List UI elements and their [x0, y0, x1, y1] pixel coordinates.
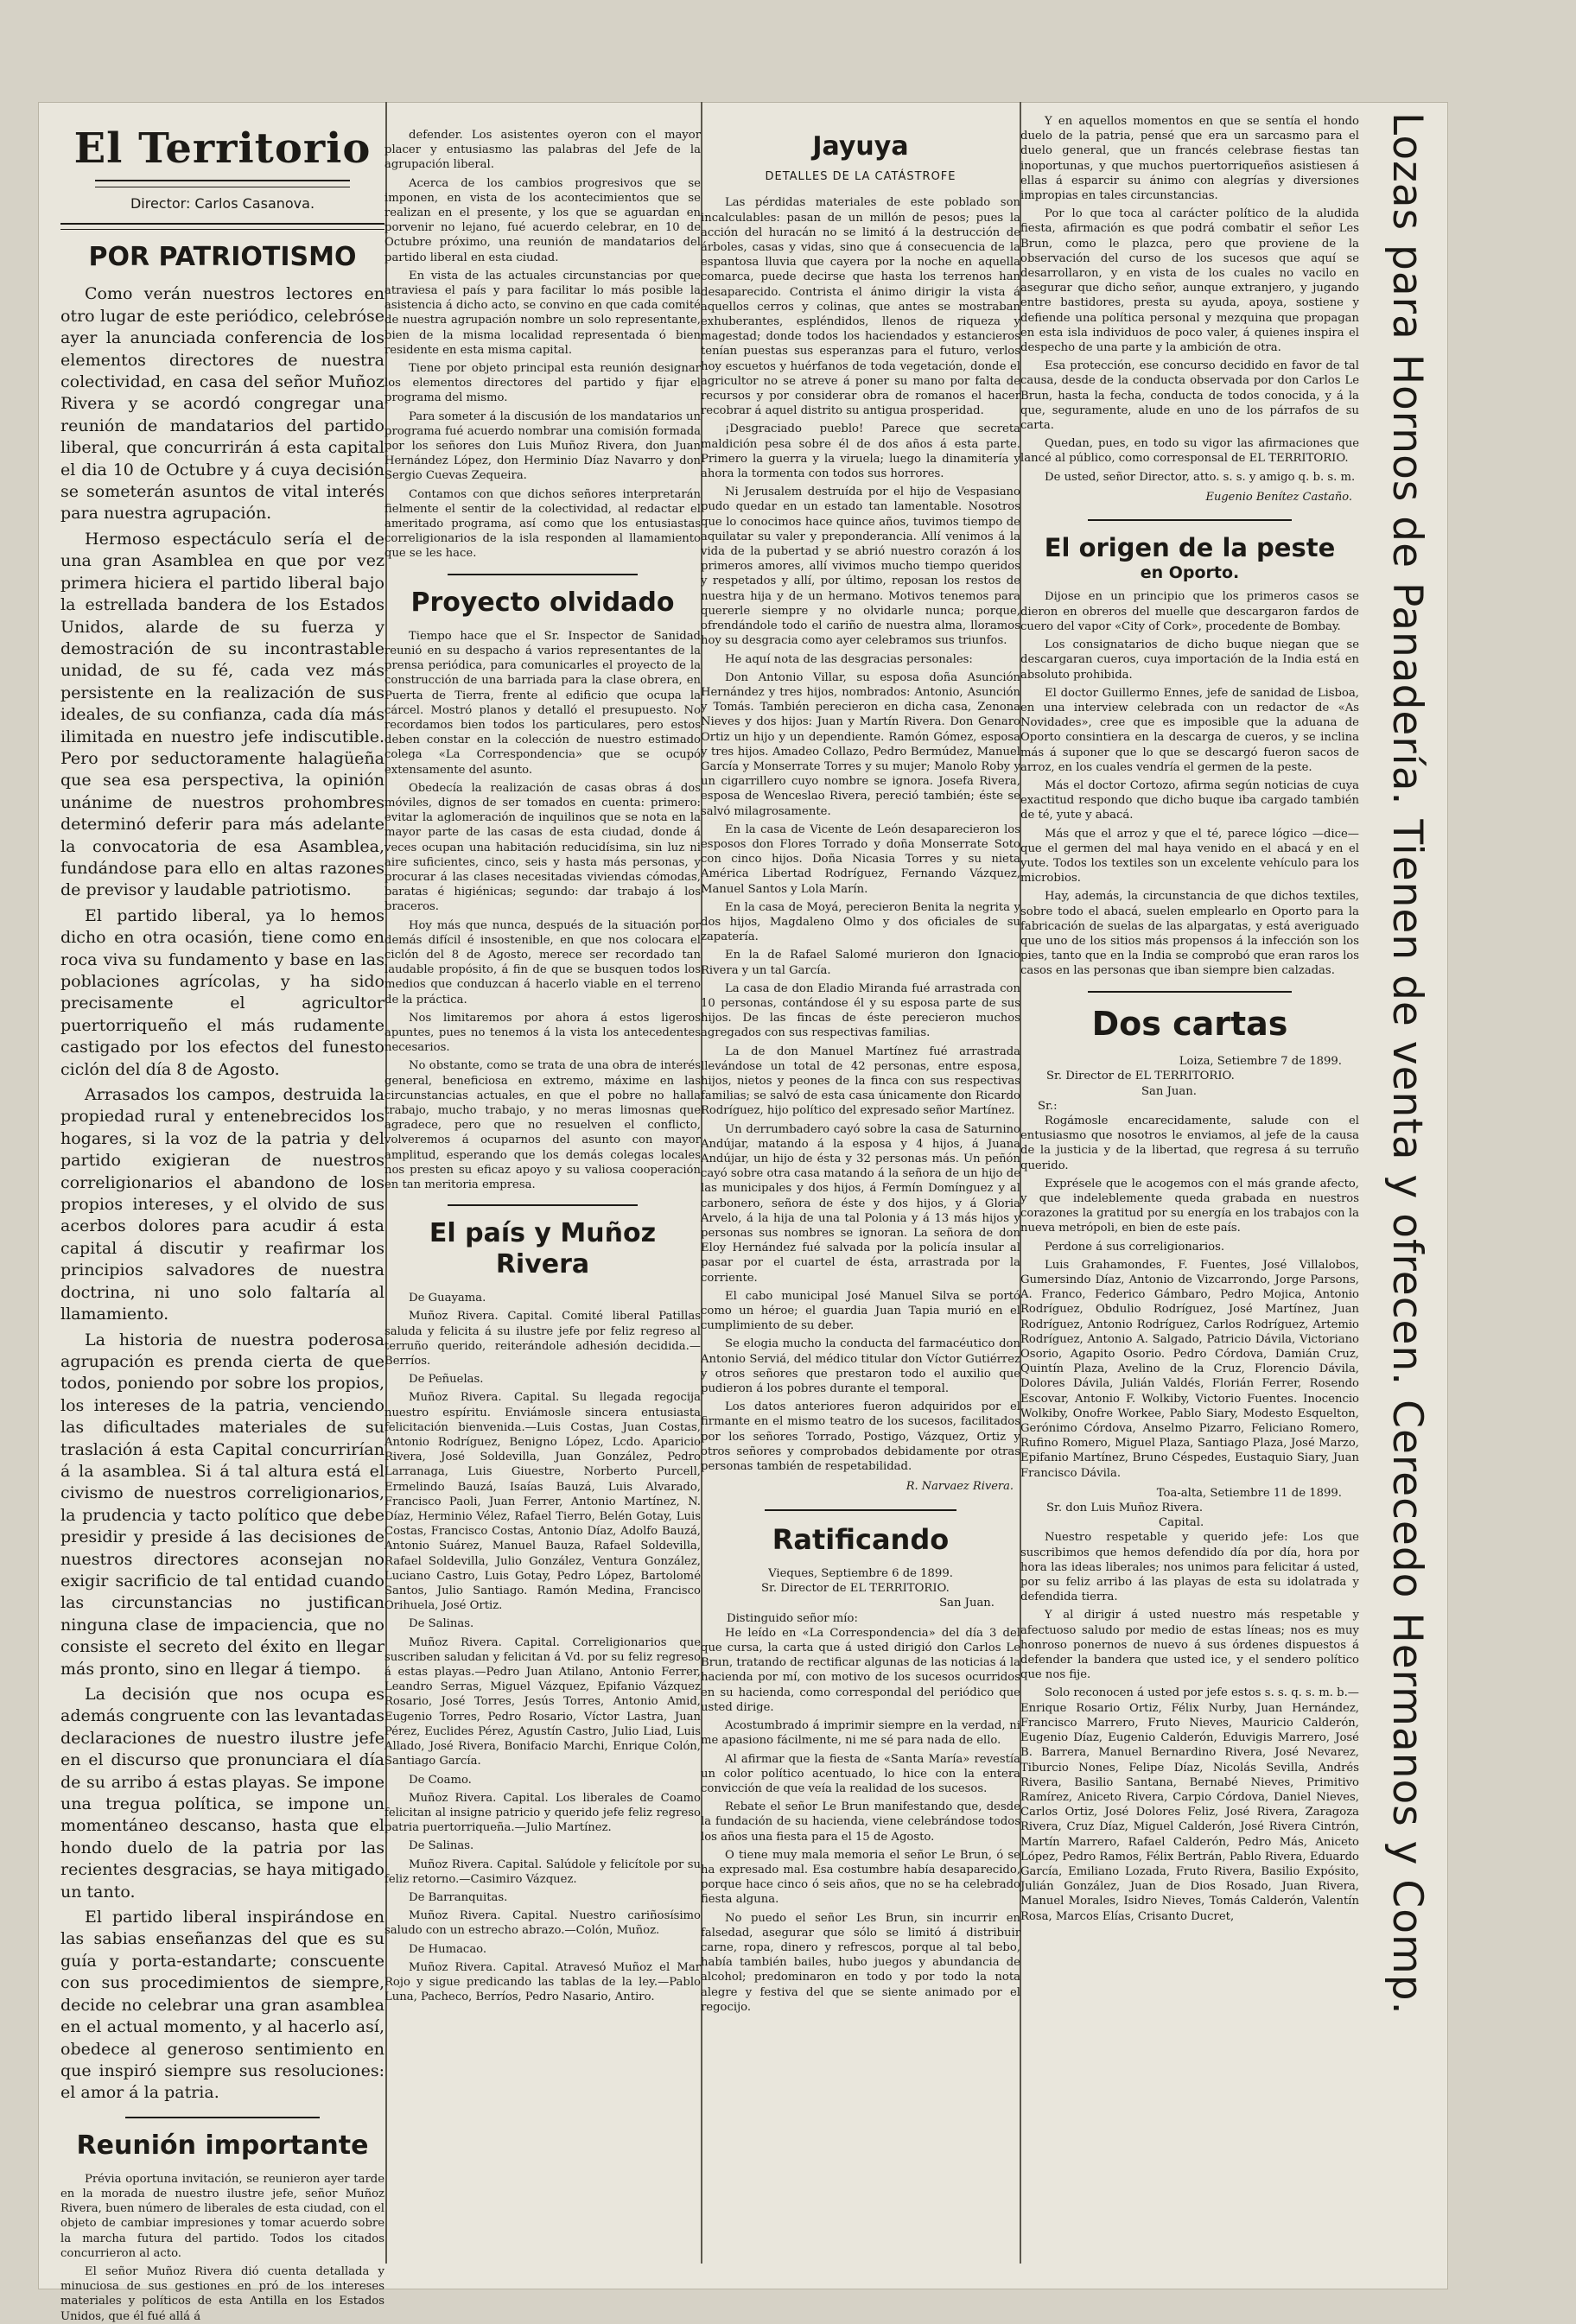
paragraph: Se elogia mucho la conducta del farmacéutico don Antonio Serviá, del médico titular don Víctor Gutiérrez y otros señores que prestaron todo el auxilio que pudieron á los pobres durante el temporal.	[701, 1337, 1020, 1396]
paragraph: Más que el arroz y que el té, parece lógico —dice— que el germen del mal haya venido en el abacá y en el yute. Todos los textiles son un excelente vehículo para los microbios.	[1020, 827, 1359, 886]
letter-salutation: San Juan.	[1141, 1084, 1197, 1098]
paragraph: Obedecía la realización de casas obras á dos móviles, dignos de ser tomados en cuenta: primero: evitar la aglomeración de inquilinos que se nota en la mayor parte de las casas de esta ciudad, donde á veces ocupan una habitación reducidísima, sin luz ni aire suficientes, cinco, seis y hasta más personas, y procurar á las clases necesitadas viviendas cómodas, baratas é higiénicas; segundo: dar trabajo á los braceros.	[384, 781, 701, 914]
paragraph: Tiene por objeto principal esta reunión designar los elementos directores del partido y fijar el programa del mismo.	[384, 362, 701, 405]
paragraph: El señor Muñoz Rivera dió cuenta detallada y minuciosa de sus gestiones en pró de los intereses materiales y políticos de esta Antilla en los Estados Unidos, que él fué allá á	[60, 2264, 384, 2323]
advertisement-text: Lozas para Hornos de Panadería. Tienen de venta y ofrecen. Cerecedo Hermanos y Comp.	[1383, 112, 1431, 2016]
paragraph: He aquí nota de las desgracias personales:	[725, 652, 973, 666]
paragraph: La casa de don Eladio Miranda fué arrastrada con 10 personas, contándose él y su esposa parte de sus hijos. De las fincas de éste perecieron muchos agregados con sus respectivas familias.	[701, 981, 1020, 1040]
paragraph: De Salinas.	[409, 1617, 474, 1631]
paragraph: Nos limitaremos por ahora á estos ligeros apuntes, pues no tenemos á la vista los antecedentes necesarios.	[384, 1011, 701, 1055]
masthead	[60, 102, 384, 214]
article-title: El origen de la peste	[1044, 533, 1336, 563]
article-subtitle: en Oporto.	[1140, 563, 1240, 583]
paragraph: Dijose en un principio que los primeros casos se dieron en obreros del muelle que descargaron fardos de cuero del vapor «City of Cork», procedente de Bombay.	[1020, 590, 1359, 633]
article-body	[1020, 114, 1359, 485]
article-signature: R. Narvaez Rivera.	[906, 1480, 1014, 1494]
paragraph: El cabo municipal José Manuel Silva se portó como un héroe; el guardia Juan Tapia murió en el cumplimiento de su deber.	[701, 1289, 1020, 1333]
paragraph: Perdone á sus correligionarios.	[1045, 1240, 1225, 1254]
article-body	[60, 2172, 384, 2324]
paragraph: Contamos con que dichos señores interpretarán fielmente el sentir de la colectividad, al redactar el ameritado programa, así como que los entusiastas correligionarios de la isla responden al llamamiento que se les hace.	[384, 487, 701, 561]
paragraph: De usted, señor Director, atto. s. s. y amigo q. b. s. m.	[1045, 470, 1356, 484]
paragraph: Para someter á la discusión de los mandatarios un programa fué acuerdo nombrar una comisión formada por los señores don Luis Muñoz Rivera, don Juan Hernández López, don Herminio Díaz Navarro y don Sergio Cuevas Zequeira.	[384, 410, 701, 483]
article-title: Reunión importante	[76, 2130, 369, 2161]
letter-greeting: Sr.:	[1038, 1099, 1058, 1113]
article-title: Ratificando	[772, 1522, 950, 1556]
paragraph: De Humacao.	[409, 1942, 487, 1956]
section-rule	[765, 1509, 956, 1511]
paragraph: O tiene muy mala memoria el señor Le Brun, ó se ha expresado mal. Esa costumbre había desaparecido, porque hace cinco ó seis años, que no se ha celebrado fiesta alguna.	[701, 1848, 1020, 1907]
paragraph: Los datos anteriores fueron adquiridos por el firmante en el mismo teatro de los sucesos, facilitados por los señores Torrado, Postigo, Vázquez, Ortiz y otros señores y comprobados debidamente por otras personas también de respetabilidad.	[701, 1400, 1020, 1474]
paragraph: El partido liberal, ya lo hemos dicho en otra ocasión, tiene como en roca viva su fundamento y base en las poblaciones agrícolas, y ha sido precisamente el agricultor puertorriqueño el más rudamente castigado por los efectos del funesto ciclón del día 8 de Agosto.	[60, 905, 384, 1079]
paragraph: Acostumbrado á imprimir siempre en la verdad, ni me apasiono fácilmente, ni me sé para nada de ello.	[701, 1719, 1020, 1748]
letter-salutation: San Juan.	[939, 1597, 995, 1610]
paragraph: Por lo que toca al carácter político de la aludida fiesta, afirmación es que podrá combatir el señor Les Brun, como le plazca, pero que proviene de la observación del curso de los sucesos que aquí se desarrollaron, y en vista de los cuales no vacilo en asegurar que dicho señor, aunque extranjero, y jugando entre bastidores, presta su ayuda, apoya, sostiene y defiende una política personal y mezquina que propagan en esta isla individuos de poco valer, á quienes inspira el despecho de una parte y la ambición de otra.	[1020, 207, 1359, 355]
paragraph: Un derrumbadero cayó sobre la casa de Saturnino Andújar, matando á la esposa y 4 hijos, á Juana Andújar, un hijo de ésta y 32 personas más. Un peñón cayó sobre otra casa matando á la señora de un hijo de las municipales y dos hijos, á Fermín Domínguez y al carbonero, señora de éste y dos hijos, y á Gloria Arvelo, á la hija de una tal Polonia y á 13 más hijos y personas sus nombres se ignoran. La señora de don Eloy Hernández fué salvada por la policía insular al pasar por el cuartel de ésta, arrastrada por la corriente.	[701, 1122, 1020, 1285]
paragraph: Muñoz Rivera. Capital. Correligionarios que suscriben saludan y felicitan á Vd. por su feliz regreso á estas playas.—Pedro Juan Atilano, Antonio Ferrer, Leandro Serras, Miguel Vázquez, Epifanio Vázquez Rosario, José Torres, Jesús Torres, Antonio Amid, Eugenio Torres, Pedro Rosario, Víctor Lastra, Juan Pérez, Euclides Pérez, Agustín Castro, Julio Liad, Luis Allado, José Rivera, Bonifacio Marchi, Enrique Colón, Santiago García.	[384, 1635, 701, 1768]
column-1	[60, 102, 384, 2323]
paragraph: La historia de nuestra poderosa agrupación es prenda cierta de que todos, poniendo por sobre los propios, los intereses de la patria, venciendo las dificultades materiales de su traslación á esta Capital concurrirían á la asamblea. Si á tal altura está el civismo de nuestros correligionarios, la prudencia y tacto político que debe presidir y preside á las decisiones de nuestros directores aconsejan no exigir sacrificio de tal entidad cuando las circunstancias no justifican ninguna clase de impaciencia, que no consiste el secreto del éxito en llegar más pronto, sino en llegar á tiempo.	[60, 1330, 384, 1679]
paragraph: Más el doctor Cortozo, afirma según noticias de cuya exactitud respondo que dicho buque iba cargado también de té, yute y abacá.	[1020, 778, 1359, 822]
paragraph: Solo reconocen á usted por jefe estos s. s. q. s. m. b.—Enrique Rosario Ortiz, Félix Nurby, Juan Hernández, Francisco Marrero, Fruto Nieves, Mauricio Calderón, Eugenio Díaz, Eugenio Calderón, Eduvigis Marrero, José B. Barrera, Manuel Bernardino Rivera, José Nevarez, Tiburcio Nones, Felipe Díaz, Nicolás Sevilla, Andrés Rivera, Basilio Santana, Bernabé Nieves, Primitivo Ramírez, Aniceto Rivera, Carpio Córdova, Daniel Nieves, Carlos Ortiz, José Dolores Feliz, José Rivera, Zaragoza Rivera, Cruz Díaz, Miguel Calderón, José Rivera Cintrón, Martín Marrero, Rafael Calderón, Pedro Más, Aniceto López, Pedro Ramos, Félix Bertrán, Pablo Rivera, Eduardo García, Emiliano Lozada, Fruto Rivera, Basilio Expósito, Julián González, Juan de Dios Rosado, Juan Rivera, Manuel Morales, Isidro Nieves, Tomás Calderón, Valentín Rosa, Marcos Elías, Crisanto Ducret,	[1020, 1686, 1359, 1923]
paragraph: Tiempo hace que el Sr. Inspector de Sanidad reunió en su despacho á varios representantes de la prensa periódica, para comunicarles el proyecto de la construcción de una barriada para la clase obrera, en Puerta de Tierra, frente al edificio que ocupa la cárcel. Mostró planos y detalló el presupuesto. No recordamos bien todos los particulares, pero estos deben constar en la colección de nuestro estimado colega «La Correspondencia» que se ocupó extensamente del asunto.	[384, 629, 701, 777]
paragraph: Hoy más que nunca, después de la situación por demás difícil é insostenible, en que nos colocara el ciclón del 8 de Agosto, merece ser recordado tan laudable propósito, á fin de que se busquen todos los medios que conduzcan á hacerlo viable en el terreno de la práctica.	[384, 918, 701, 1006]
paragraph: Y en aquellos momentos en que se sentía el hondo duelo de la patria, pensé que era un sarcasmo para el duelo general, que un francés celebrase fiestas tan inoportunas, y que muchos puertorriqueños asistiesen á ellas á esparcir su ánimo con alegrías y diversiones impropias en tales circunstancias.	[1020, 115, 1359, 203]
paragraph: La decisión que nos ocupa es además congruente con las levantadas declaraciones de nuestro ilustre jefe en el discurso que pronunciara el día de su arribo á estas playas. Se impone una tregua política, se impone un momentáneo descanso, hasta que el hondo duelo de la patria por las recientes desgracias, se haya mitigado un tanto.	[60, 1685, 384, 1902]
paragraph: Los consignatarios de dicho buque niegan que se descargaran cueros, cuya importación de la India está en absoluto prohibida.	[1020, 638, 1359, 682]
paragraph: No obstante, como se trata de una obra de interés general, beneficiosa en extremo, máxime en las circunstancias actuales, en que el pobre no halla trabajo, mucho trabajo, y no meras limosnas que agradece, pero que no resuelven el conflicto, volveremos á ocuparnos del asunto con mayor amplitud, esperando que los demás colegas locales nos presten su eficaz apoyo y su valiosa cooperación en tan meritoria empresa.	[384, 1059, 701, 1191]
article-body	[1020, 1114, 1359, 1481]
paragraph: Muñoz Rivera. Capital. Salúdole y felicítole por su feliz retorno.—Casimiro Vázquez.	[384, 1857, 701, 1886]
letter-salutation: Sr. Director de EL TERRITORIO.	[1046, 1070, 1235, 1083]
paragraph: Muñoz Rivera. Capital. Los liberales de Coamo felicitan al insigne patricio y querido jefe feliz regreso patria puertorriqueña.—Julio Martínez.	[384, 1791, 701, 1835]
letter-dateline: Loiza, Setiembre 7 de 1899.	[1179, 1055, 1342, 1069]
paragraph: Rebate el señor Le Brun manifestando que, desde la fundación de su hacienda, viene celebrándose todos los años una fiesta para el 15 de Agosto.	[701, 1800, 1020, 1844]
section-rule	[448, 574, 638, 575]
letter-salutation: Sr. Director de EL TERRITORIO.	[761, 1582, 950, 1596]
masthead-director: Director: Carlos Casanova.	[130, 195, 315, 212]
paragraph: Quedan, pues, en todo su vigor las afirmaciones que lancé al público, como corresponsal de EL TERRITORIO.	[1020, 437, 1359, 466]
paragraph: Muñoz Rivera. Capital. Nuestro cariñosísimo saludo con un estrecho abrazo.—Colón, Muñoz.	[384, 1909, 701, 1938]
paragraph: De Peñuelas.	[409, 1373, 484, 1387]
paragraph: defender. Los asistentes oyeron con el mayor placer y entusiasmo las palabras del Jefe de la agrupación liberal.	[384, 129, 701, 172]
paragraph: De Coamo.	[409, 1773, 472, 1787]
masthead-rule	[60, 223, 384, 230]
paragraph: Exprésele que le acogemos con el más grande afecto, y que indeleblemente queda grabada en nuestros corazones la gratitud por su energía en los trabajos con la nueva metrópoli, en bien de este país.	[1020, 1177, 1359, 1235]
section-rule	[125, 2117, 320, 2118]
paragraph: Las pérdidas materiales de este poblado son incalculables: pasan de un millón de pesos; pues la acción del huracán no se limitó á la destrucción de árboles, casas y vidas, sino que á consecuencia de la espantosa lluvia que cayera por la noche en aquella comarca, puede decirse que hasta los terrenos han desaparecido. Contrista el ánimo dirigir la vista á aquellos cerros y colinas, que antes se mostraban exhuberantes, espléndidos, llenos de riqueza y magestad; donde todos los haciendados y estancieros tenían puestas sus esperanzas para el futuro, verlos hoy escuetos y huérfanos de toda vegetación, donde el agricultor no se atreve á poner su mano por falta de recursos y por considerar obra de romanos el hacer recobrar á aquel distrito su antigua prosperidad.	[701, 196, 1020, 418]
section-rule	[1088, 991, 1291, 993]
article-title: Proyecto olvidado	[410, 587, 675, 618]
paragraph: He leído en «La Correspondencia» del día 3 del que cursa, la carta que á usted dirigió don Carlos Le Brun, tratando de rectificar algunas de las noticias á la hacienda por mí, con motivo de los sucesos ocurridos en su hacienda, como correspondal del periódico que usted dirige.	[701, 1626, 1020, 1714]
letter-dateline: Toa-alta, Setiembre 11 de 1899.	[1156, 1486, 1342, 1500]
paragraph: Luis Grahamondes, F. Fuentes, José Villalobos, Gumersindo Díaz, Antonio de Vizcarrondo, Jorge Parsons, A. Franco, Federico Gámbaro, Pedro Mojica, Antonio Rodríguez, Obdulio Rodríguez, José Martínez, Juan Rodríguez, Antonio Rodríguez, Carlos Rodríguez, Artemio Rodríguez, Antonio A. Salgado, Patricio Dávila, Victoriano Osorio, Agapito Osorio. Pedro Córdova, Damián Cruz, Quintín Plaza, Avelino de la Cruz, Florencio Dávila, Dolores Dávila, Julián Valdés, Florián Ferrer, Rosendo Escovar, Antonio F. Wolkiby, Victorio Fuentes. Inocencio Wolkiby, Onofre Workee, Pablo Siary, Modesto Esquelton, Gerónimo Córdova, Anselmo Pizarro, Feliciano Romero, Rufino Romero, Miguel Plaza, Santiago Plaza, José Marzo, Epifanio Martínez, Bruno Céspedes, Eustaquio Siary, Juan Francisco Dávila.	[1020, 1258, 1359, 1480]
paragraph: Nuestro respetable y querido jefe: Los que suscribimos que hemos defendido día por día, hora por hora las ideas liberales; nos unimos para felicitar á usted, por su feliz arribo á las playas de esta su idolatrada y defendida tierra.	[1020, 1531, 1359, 1604]
paragraph: Arrasados los campos, destruida la propiedad rural y entenebrecidos los hogares, si la voz de la patria y del partido exigieran de nuestros correligionarios el abandono de los propios intereses, y el olvido de sus acerbos dolores para acudir á esta capital á discutir y reafirmar los principios salvadores de nuestra doctrina, ni uno solo faltaría al llamamiento.	[60, 1085, 384, 1324]
article-body	[384, 1291, 701, 2004]
paragraph: De Guayama.	[409, 1292, 486, 1305]
paragraph: En la casa de Moyá, perecieron Benita la negrita y dos hijos, Magdaleno Olmo y dos oficiales de su zapatería.	[701, 900, 1020, 944]
paragraph: No puedo el señor Les Brun, sin incurrir en falsedad, asegurar que sólo se limitó á distribuir carne, ropa, dinero y refrescos, porque al tal bebo, había también bailes, hubo juegos y abundancia de alcohol; predominaron en todo y por todo la nota alegre y festiva del que se siente animado por el regocijo.	[701, 1911, 1020, 2014]
paragraph: ¡Desgraciado pueblo! Parece que secreta maldición pesa sobre él de dos años á esta parte. Primero la guerra y la viruela; luego la dinamitería y ahora la tormenta con todos sus horrores.	[701, 422, 1020, 481]
paragraph: La de don Manuel Martínez fué arrastrada llevándose un total de 42 personas, entre esposa, hijos, nietos y peones de la finca con sus respectivas familias; se salvó de esta casa únicamente don Ricardo Rodríguez, hijo político del expresado señor Martínez.	[701, 1045, 1020, 1118]
article-title: El país y Muñoz Rivera	[429, 1218, 657, 1280]
letter-dateline: Vieques, Septiembre 6 de 1899.	[768, 1567, 953, 1581]
paragraph: El doctor Guillermo Ennes, jefe de sanidad de Lisboa, en una interview celebrada con un redactor de «As Novidades», cree que es imposible que la aduana de Oporto consintiera en la descarga de cueros, y se inclina más á suponer que lo que se descargó fueron sacos de arroz, en los cuales vendría el germen de la peste.	[1020, 686, 1359, 774]
paragraph: De Salinas.	[409, 1839, 474, 1853]
paragraph: Muñoz Rivera. Capital. Comité liberal Patillas saluda y felicita á su ilustre jefe por feliz regreso al terruño querido, reiterándole adhesión decidida.—Berríos.	[384, 1310, 701, 1368]
article-title: Dos cartas	[1091, 1004, 1288, 1043]
paragraph: En la de Rafael Salomé murieron don Ignacio Rivera y un tal García.	[701, 949, 1020, 977]
letter-salutation: Sr. don Luis Muñoz Rivera.	[1046, 1502, 1204, 1515]
paragraph: Rogámosle encarecidamente, salude con el entusiasmo que nosotros le enviamos, al jefe de la causa de la justicia y de la libertad, que regresa á su terruño querido.	[1020, 1114, 1359, 1172]
article-body	[384, 128, 701, 562]
article-signature: Eugenio Benítez Castaño.	[1205, 490, 1352, 504]
article-body	[1020, 1530, 1359, 1923]
paragraph: Prévia oportuna invitación, se reunieron ayer tarde en la morada de nuestro ilustre jefe, señor Muñoz Rivera, buen número de liberales de esta ciudad, con el objeto de cambiar impresiones y tomar acuerdo sobre la marcha futura del partido. Todos los citados concurrieron al acto.	[60, 2172, 384, 2260]
article-title: POR PATRIOTISMO	[88, 242, 357, 273]
paragraph: Como verán nuestros lectores en otro lugar de este periódico, celebróse ayer la anunciada conferencia de los elementos directores de nuestra colectividad, en casa del señor Muñoz Rivera y se acordó congregar una reunión de mandatarios del partido liberal, que concurrirán á esta capital el dia 10 de Octubre y á cuya decisión se someterán asuntos de vital interés para nuestra agrupación.	[60, 284, 384, 524]
paragraph: Don Antonio Villar, su esposa doña Asunción Hernández y tres hijos, nombrados: Antonio, Asunción y Tomás. También perecieron en dicha casa, Zenona Nieves y dos hijos: Juan y Martín Rivera. Don Genaro Ortiz un hijo y un dependiente. Ramón Gómez, esposa y tres hijos. Amadeo Collazo, Pedro Bermúdez, Manuel García y Monserrate Torres y su mujer; Manolo Roby y un cigarrillero cuyo nombre se ignora. Josefa Rivera, esposa de Wenceslao Rivera, pereció también; éste se salvó milagrosamente.	[701, 670, 1020, 818]
paragraph: Hay, además, la circunstancia de que dichos textiles, sobre todo el abacá, suelen emplearlo en Oporto para la fabricación de suelas de las alpargatas, y está averiguado que uno de los sitios más propensos á la infección son los pies, tanto que en la India se comprobó que eran raros los casos en las personas que iban siempre bien calzadas.	[1020, 890, 1359, 978]
column-2	[384, 102, 701, 2281]
paragraph: Muñoz Rivera. Capital. Su llegada regocija nuestro espíritu. Enviámosle sincera entusiasta felicitación bienvenida.—Luis Costas, Juan Costas, Antonio Rodríguez, Benigno López, Lcdo. Aparicio Rivera, José Soldevilla, Juan González, Pedro Larranaga, Luis Giuestre, Norberto Purcell, Ermelindo Bauzá, Isaías Bauzá, Luis Alvarado, Francisco Paoli, Juan Ferrer, Antonio Martínez, N. Díaz, Herminio Vélez, Rafael Tierro, Belén Gotay, Luis Costas, Francisco Costas, Antonio Díaz, Adolfo Bauzá, Antonio Suárez, Manuel Bauza, Rafael Soldevilla, Rafael Soldevilla, Julio González, Ventura González, Luciano Castro, Luis Gotay, Pedro López, Bartolomé Santos, Julio Santiago. Ramón Medina, Francisco Orihuela, José Ortiz.	[384, 1391, 701, 1613]
letter-greeting: Distinguido señor mío:	[727, 1611, 858, 1625]
letter-salutation: Capital.	[1159, 1516, 1204, 1530]
paragraph: Hermoso espectáculo sería el de una gran Asamblea en que por vez primera hiciera el partido liberal bajo la estrellada bandera de los Estados Unidos, alarde de su fuerza y demostración de su incontrastable unidad, de su fé, cada vez más persistente en la realización de sus ideales, de su confianza, cada día más ilimitada en nuestro jefe indiscutible. Pero por seductoramente halagüeña que sea esa perspectiva, la opinión unánime de nuestros prohombres determinó deferir para más adelante la convocatoria de esa Asamblea, fundándose para ello en altas razones de previsor y laudable patriotismo.	[60, 529, 384, 900]
vertical-advertisement	[1372, 112, 1446, 2238]
masthead-title: El Territorio	[73, 124, 372, 173]
column-3	[701, 102, 1020, 2281]
article-body	[701, 1626, 1020, 2015]
article-body	[384, 629, 701, 1193]
paragraph: Ni Jerusalem destruída por el hijo de Vespasiano pudo quedar en un estado tan lamentable. Nosotros que lo conocimos hace quince años, tuvimos tiempo de aquilatar su valer y preponderancia. Allí venimos á la vida de la pubertad y se abrió nuestro corazón á los primeros amores, allí vivimos mucho tiempo queridos y respetados y allí, por último, reposan los restos de nuestra hija y de un hermano. Motivos tenemos para quererle siempre y no olvidarle nunca; porque, ofrendándole todo el cariño de nuestra alma, lloramos hoy su desgracia como ayer celebramos sus triunfos.	[701, 486, 1020, 648]
paragraph: Esa protección, ese concurso decidido en favor de tal causa, desde de la conducta observada por don Carlos Le Brun, hasta la fecha, conducta de todos conocida, y á la que, seguramente, alude en uno de los párrafos de su carta.	[1020, 359, 1359, 433]
section-rule	[1088, 519, 1291, 521]
paragraph: En vista de las actuales circunstancias por que atraviesa el país y para facilitar lo más posible la asistencia á dicho acto, se convino en que cada comité de nuestra agrupación nombre un solo representante, bien de la misma localidad representada ó bien residente en esta misma capital.	[384, 269, 701, 357]
paragraph: Y al dirigir á usted nuestro más respetable y afectuoso saludo por medio de estas líneas; nos es muy honroso ponernos de nuevo á sus órdenes dispuestos á defender la bandera que usted ice, y el sendero político que nos fije.	[1020, 1609, 1359, 1682]
article-body	[1020, 589, 1359, 978]
article-subtitle: DETALLES DE LA CATÁSTROFE	[765, 170, 956, 183]
article-body	[701, 195, 1020, 1474]
paragraph: Al afirmar que la fiesta de «Santa María» revestía un color político acentuado, lo hice con la entera convicción de que veía la realidad de los sucesos.	[701, 1752, 1020, 1795]
section-rule	[448, 1204, 638, 1206]
column-4	[1020, 102, 1359, 2281]
paragraph: De Barranquitas.	[409, 1890, 508, 1904]
paragraph: En la casa de Vicente de León desaparecieron los esposos don Flores Torrado y doña Monserrate Soto con cinco hijos. Doña Nicasia Torres y su nieta América Libertad Rodríguez, Fernando Vázquez, Manuel Santos y Lola Marín.	[701, 822, 1020, 896]
paragraph: Muñoz Rivera. Capital. Atravesó Muñoz el Mar Rojo y sigue predicando las tablas de la ley.—Pablo Luna, Pacheco, Berríos, Pedro Nasario, Antiro.	[384, 1960, 701, 2004]
paragraph: Acerca de los cambios progresivos que se imponen, en vista de los acontecimientos que se realizan en el presente, y los que se aguardan en porvenir no lejano, fué acuerdo celebrar, en 10 de Octubre próximo, una reunión de mandatarios del partido liberal en esta ciudad.	[384, 176, 701, 264]
article-title: Jayuya	[812, 131, 909, 162]
masthead-ornament	[95, 180, 350, 187]
paragraph: El partido liberal inspirándose en las sabias enseñanzas del que es su guía y porta-estandarte; conscuente con sus procedimientos de siempre, decide no celebrar una gran asamblea en el actual momento, y al hacerlo así, obedece al generoso sentimiento en que inspiró siempre sus resoluciones: el amor á la patria.	[60, 1908, 384, 2103]
article-body	[60, 283, 384, 2104]
